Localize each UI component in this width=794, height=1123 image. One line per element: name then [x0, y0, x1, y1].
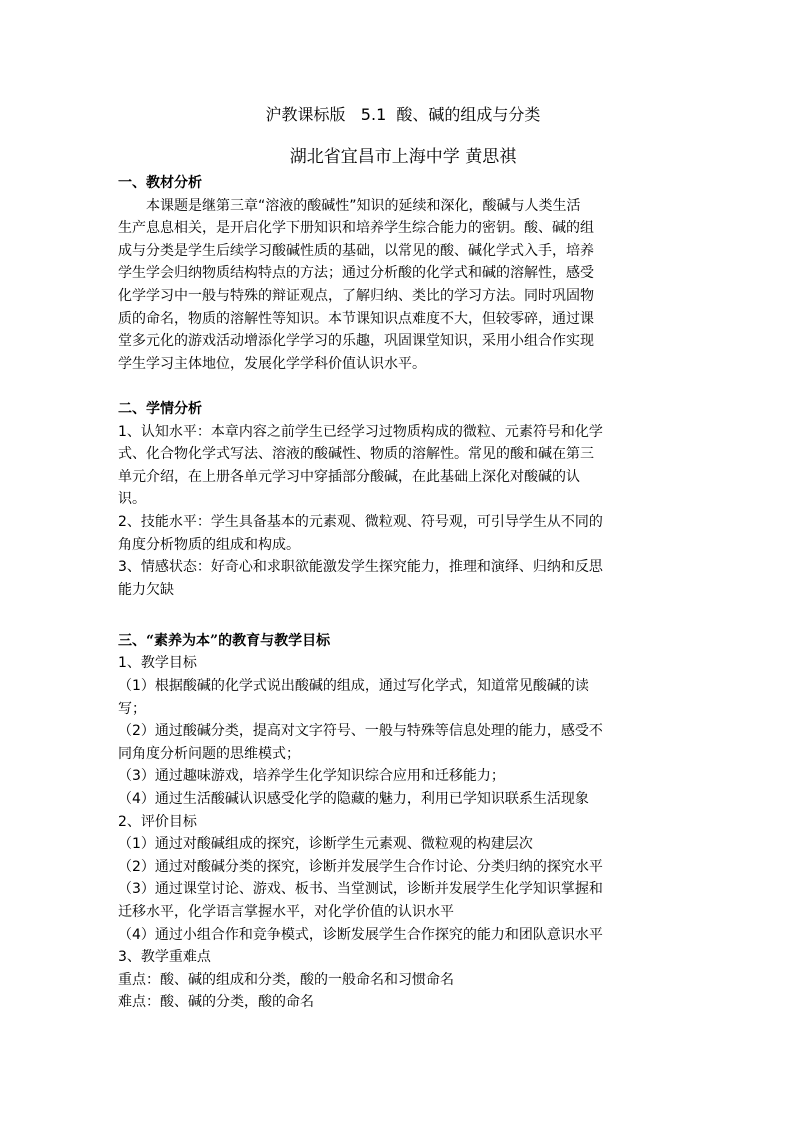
paragraph-line: （4）通过小组合作和竞争模式，诊断发展学生合作探究的能力和团队意识水平 [118, 926, 603, 943]
paragraph-line: 2、技能水平：学生具备基本的元素观、微粒观、符号观，可引导学生从不同的 [118, 513, 603, 530]
paragraph-line: 堂多元化的游戏活动增添化学学习的乐趣，巩固课堂知识，采用小组合作实现 [118, 333, 594, 350]
section-heading: 二、学情分析 [118, 400, 202, 417]
blank-line [118, 601, 678, 624]
paragraph-line: 本课题是继第三章“溶液的酸碱性”知识的延续和深化，酸碱与人类生活 [146, 197, 581, 214]
paragraph-line: （2）通过酸碱分类，提高对文字符号、一般与特殊等信息处理的能力，感受不 [118, 723, 603, 740]
section-heading: 三、“素养为本”的教育与教学目标 [118, 632, 331, 649]
paragraph-line: （1）根据酸碱的化学式说出酸碱的组成，通过写化学式，知道常见酸碱的读 [118, 678, 589, 695]
paragraph-line: 单元介绍，在上册各单元学习中穿插部分酸碱，在此基础上深化对酸碱的认 [118, 468, 580, 485]
document-title: 沪教课标版 5.1 酸、碱的组成与分类 [265, 105, 541, 124]
paragraph-line: 角度分析物质的组成和构成。 [118, 536, 300, 553]
paragraph-line: 能力欠缺 [118, 581, 174, 598]
paragraph-line: 3、教学重难点 [118, 949, 211, 966]
paragraph-line: 成与分类是学生后续学习酸碱性质的基础，以常见的酸、碱化学式入手，培养 [118, 242, 594, 259]
paragraph-line: 难点：酸、碱的分类，酸的命名 [118, 994, 314, 1011]
paragraph-line: 识。 [118, 491, 146, 508]
paragraph-line: （3）通过课堂讨论、游戏、板书、当堂测试，诊断并发展学生化学知识掌握和 [118, 881, 603, 898]
paragraph-line: （2）通过对酸碱分类的探究，诊断并发展学生合作讨论、分类归纳的探究水平 [118, 858, 603, 875]
paragraph-line: 学生学习主体地位，发展化学学科价值认识水平。 [118, 355, 426, 372]
section-teaching-goals [118, 630, 678, 1014]
paragraph-line: 式、化合物化学式写法、溶液的酸碱性、物质的溶解性。常见的酸和碱在第三 [118, 446, 594, 463]
paragraph-line: 1、教学目标 [118, 655, 197, 672]
paragraph-line: 3、情感状态：好奇心和求职欲能激发学生探究能力，推理和演绎、归纳和反思 [118, 559, 603, 576]
paragraph-line: 质的命名，物质的溶解性等知识。本节课知识点难度不大，但较零碎，通过课 [118, 310, 594, 327]
paragraph-line: （1）通过对酸碱组成的探究，诊断学生元素观、微粒观的构建层次 [118, 836, 533, 853]
blank-line [118, 375, 678, 398]
section-heading: 一、教材分析 [118, 175, 202, 191]
paragraph-line: 迁移水平，化学语言掌握水平，对化学价值的认识水平 [118, 904, 454, 920]
document-author: 湖北省宜昌市上海中学 黄思祺 [289, 147, 517, 167]
section-textbook-analysis [118, 172, 678, 375]
section-learner-analysis [118, 398, 678, 601]
paragraph-line: 重点：酸、碱的组成和分类，酸的一般命名和习惯命名 [118, 971, 454, 988]
paragraph-line: 写； [118, 700, 146, 717]
document-page [118, 102, 678, 1014]
paragraph-line: 1、认知水平：本章内容之前学生已经学习过物质构成的微粒、元素符号和化学 [118, 423, 603, 440]
paragraph-line: 2、评价目标 [118, 813, 197, 830]
paragraph-line: 生产息息相关，是开启化学下册知识和培养学生综合能力的密钥。酸、碱的组 [118, 220, 594, 237]
paragraph-line: （4）通过生活酸碱认识感受化学的隐藏的魅力，利用已学知识联系生活现象 [118, 791, 589, 808]
paragraph-line: 化学学习中一般与特殊的辩证观点，了解归纳、类比的学习方法。同时巩固物 [118, 287, 594, 304]
paragraph-line: 学生学会归纳物质结构特点的方法；通过分析酸的化学式和碱的溶解性，感受 [118, 265, 594, 282]
paragraph-line: （3）通过趣味游戏，培养学生化学知识综合应用和迁移能力； [118, 768, 505, 785]
paragraph-line: 同角度分析问题的思维模式； [118, 745, 300, 762]
